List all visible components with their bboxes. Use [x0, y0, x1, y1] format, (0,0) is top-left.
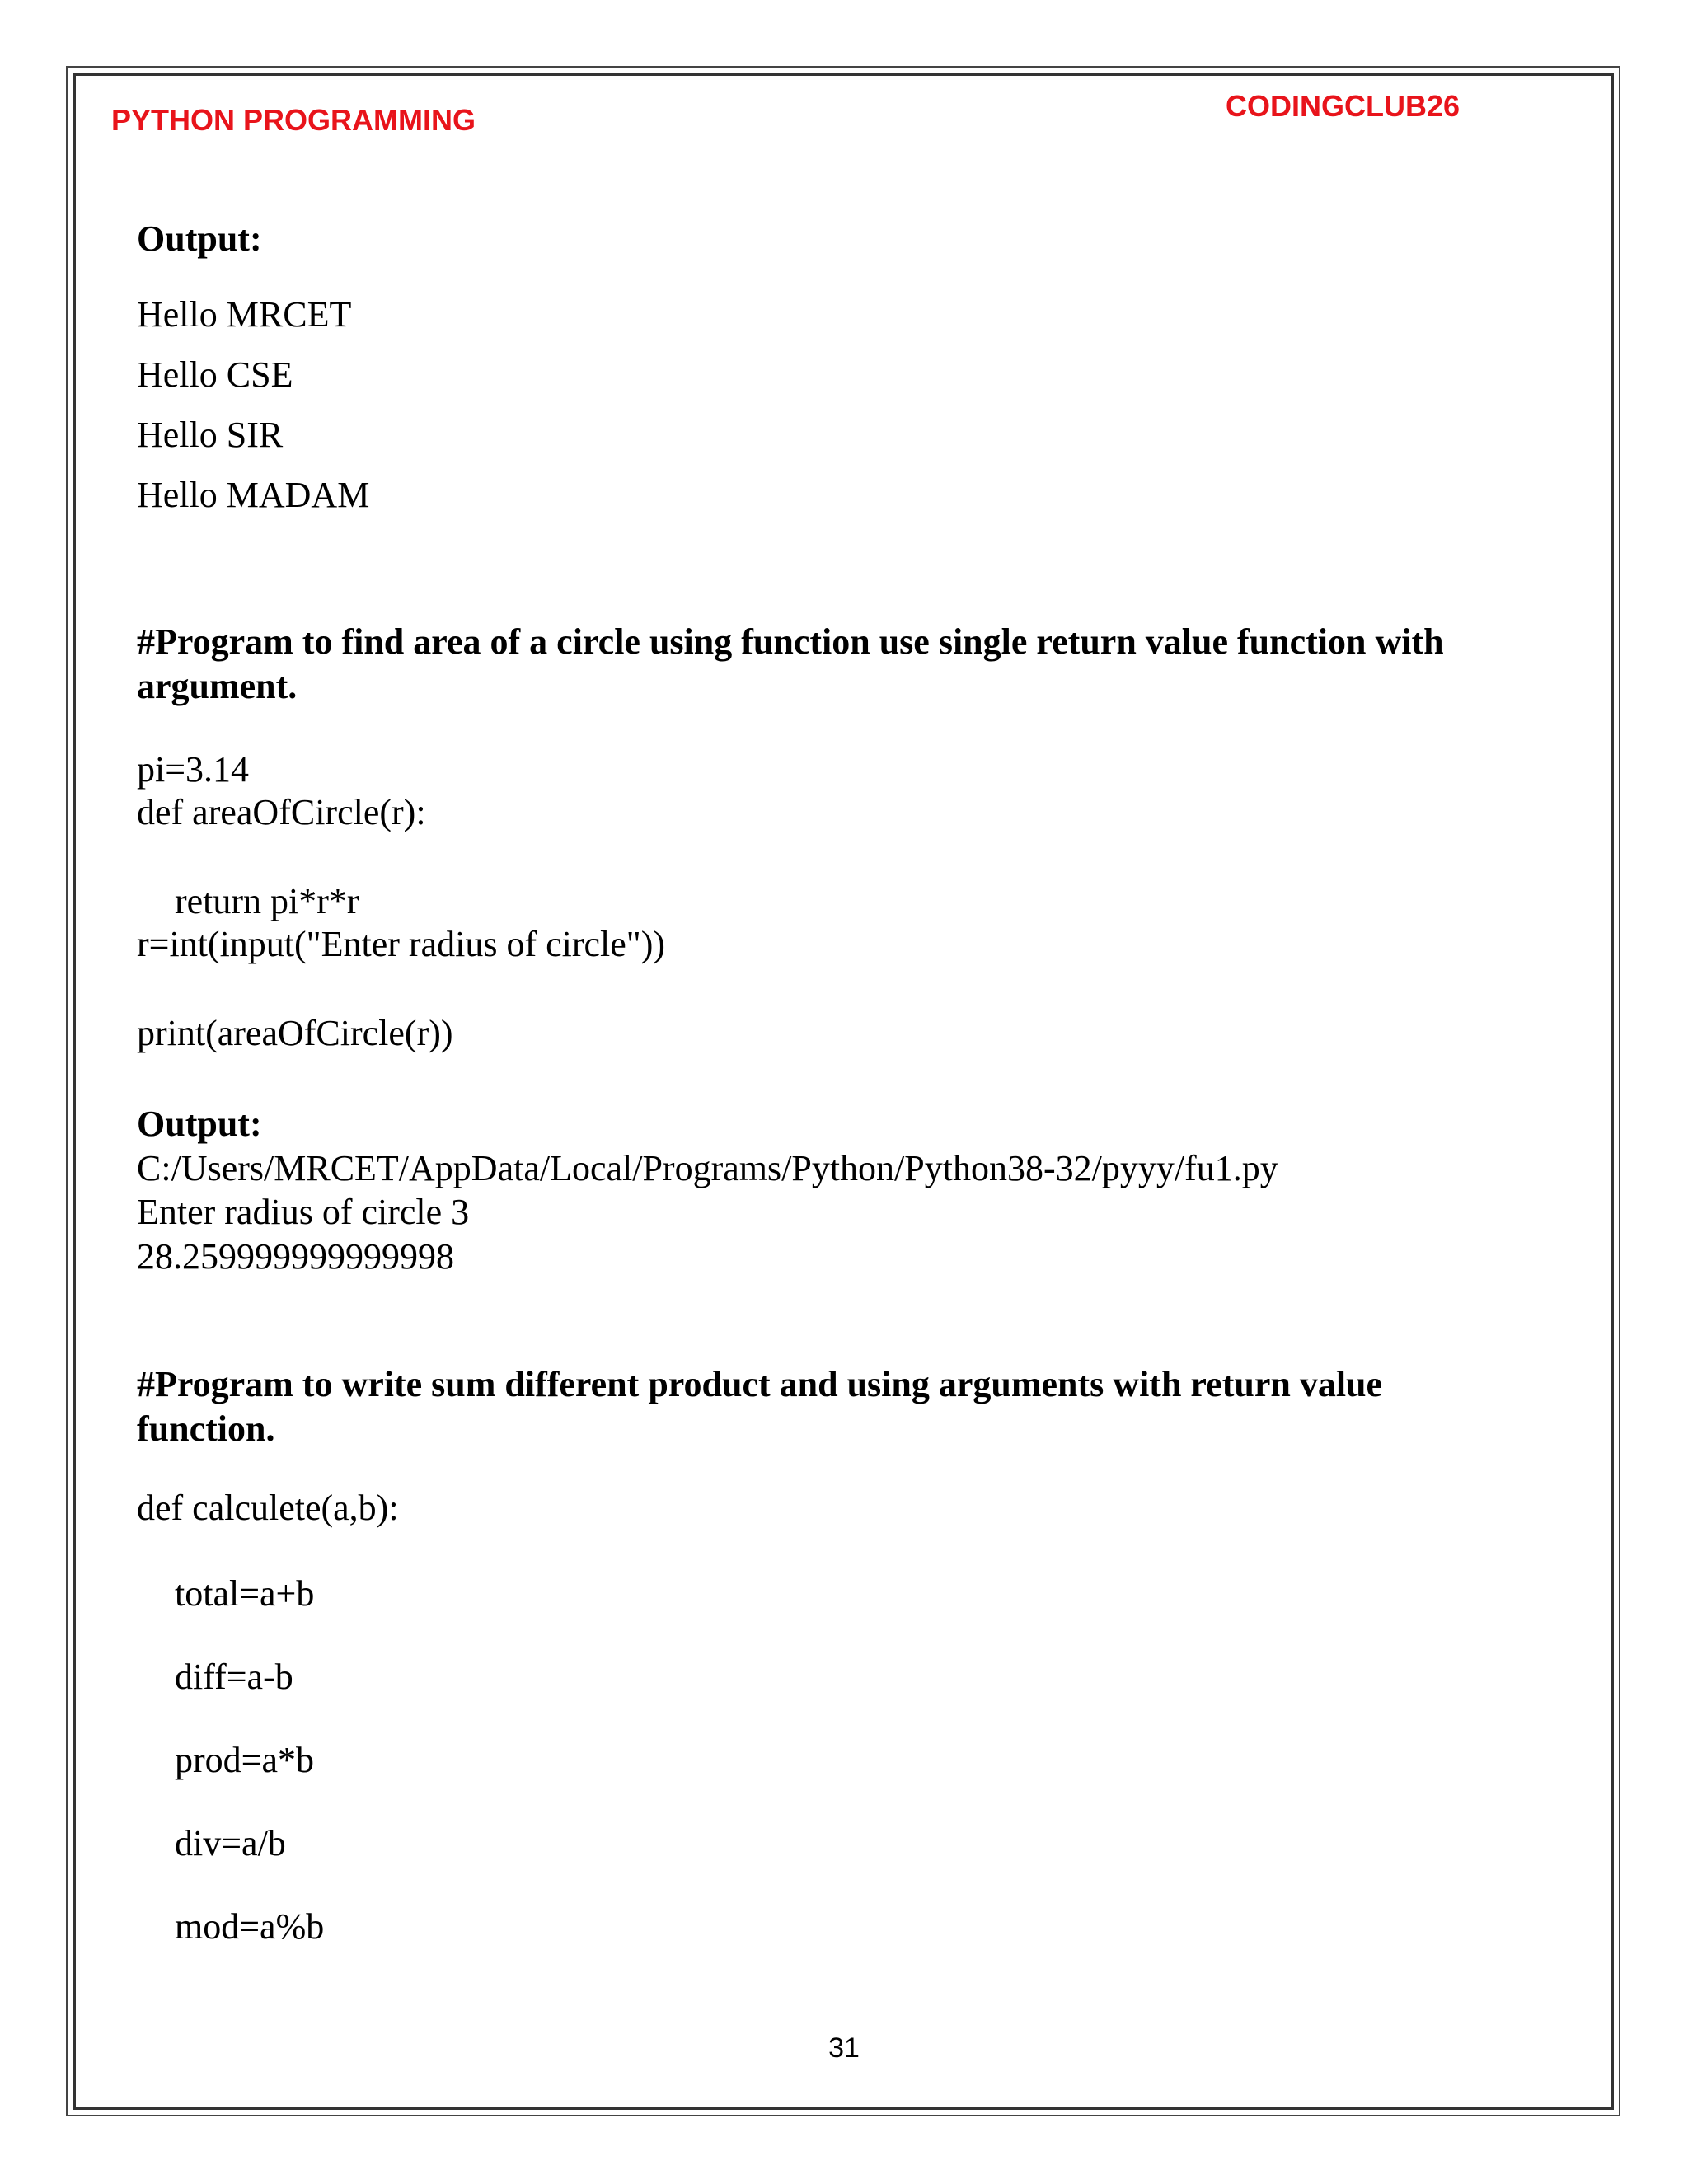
code-line: def calculete(a,b):	[137, 1488, 399, 1528]
program-heading-continued: argument.	[137, 666, 298, 706]
page-number: 31	[828, 2032, 860, 2064]
output-line: 28.259999999999998	[137, 1236, 454, 1277]
output-heading: Output:	[137, 1104, 262, 1144]
header-course-title: PYTHON PROGRAMMING	[111, 103, 476, 137]
output-line: Hello CSE	[137, 354, 293, 395]
output-line: C:/Users/MRCET/AppData/Local/Programs/Python/Python38-32/pyyy/fu1.py	[137, 1148, 1278, 1188]
header-club-title: CODINGCLUB26	[1226, 89, 1461, 123]
code-line: total=a+b	[175, 1573, 315, 1614]
code-line: return pi*r*r	[175, 881, 359, 921]
output-line: Enter radius of circle 3	[137, 1192, 470, 1232]
code-line: print(areaOfCircle(r))	[137, 1013, 453, 1053]
output-line: Hello MADAM	[137, 475, 370, 515]
output-line: Hello SIR	[137, 415, 284, 455]
code-line: pi=3.14	[137, 749, 250, 790]
program-heading-continued: function.	[137, 1408, 275, 1449]
code-line: r=int(input("Enter radius of circle"))	[137, 924, 666, 964]
program-heading: #Program to write sum different product and using arguments with return value	[137, 1364, 1383, 1404]
code-line: def areaOfCircle(r):	[137, 792, 426, 832]
code-line: diff=a-b	[175, 1657, 293, 1697]
page-border-inner	[73, 73, 1614, 2110]
code-line: div=a/b	[175, 1823, 286, 1863]
code-line: prod=a*b	[175, 1740, 314, 1780]
output-line: Hello MRCET	[137, 294, 352, 335]
program-heading: #Program to find area of a circle using function use single return value function with	[137, 621, 1444, 662]
code-line: mod=a%b	[175, 1906, 325, 1947]
output-heading: Output:	[137, 218, 262, 259]
